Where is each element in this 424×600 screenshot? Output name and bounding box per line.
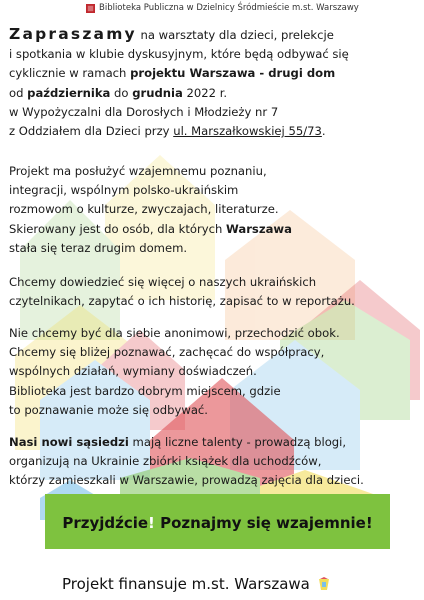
header [86, 3, 359, 13]
paragraph-neighbors: Nasi nowi sąsiedzi mają liczne talenty - prowadzą blogi, organizują na Ukrainie zbiórki książek dla uchodźców, którzy zamieszkali w Warszawie, prowadzą zajęcia dla dzieci. [9, 435, 364, 488]
project-name: projektu Warszawa - drugi dom [130, 66, 336, 81]
paragraph-project-goal: Projekt ma posłużyć wzajemnemu poznaniu, integracji, wspólnym polsko-ukraińskim rozmowom o kulturze, zwyczajach, literaturze. Skierowany jest do osób, dla których Warszawa stała się teraz drugim domem. [9, 164, 292, 255]
footer [62, 575, 332, 593]
paragraph-readers: Chcemy dowiedzieć się więcej o naszych ukraińskich czytelnikach, zapytać o ich historię, zapisać to w reportażu. [9, 275, 355, 309]
address-link[interactable]: ul. Marszałkowskiej 55/73 [173, 124, 322, 139]
footer-text: Projekt finansuje m.st. Warszawa [62, 575, 310, 593]
cta-text: Przyjdźcie! Poznajmy się wzajemnie! [62, 514, 373, 532]
intro-lead: Zapraszamy [9, 25, 137, 43]
paragraph-community: Nie chcemy być dla siebie anonimowi, przechodzić obok. Chcemy się bliżej poznawać, zachęcać do współpracy, wspólnych działań, wymiany doświadczeń. Biblioteka jest bardzo dobrym miejscem, gdzie to poznawanie może się odbywać. [9, 326, 340, 417]
intro-paragraph: Zapraszamy na warsztaty dla dzieci, prelekcje i spotkania w klubie dyskusyjnym, które będą odbywać się cyklicznie w ramach projektu Warszawa - drugi dom od października do grudnia 2022 r. w Wypożyczalni dla Dorosłych i Młodzieży nr 7 z Oddziałem dla Dzieci przy ul. Marszałkowskiej 55/73. [9, 25, 349, 139]
header-text: Biblioteka Publiczna w Dzielnicy Śródmieście m.st. Warszawy [99, 3, 359, 13]
library-crest-icon [86, 4, 95, 13]
warsaw-city-logo-icon [316, 576, 332, 592]
